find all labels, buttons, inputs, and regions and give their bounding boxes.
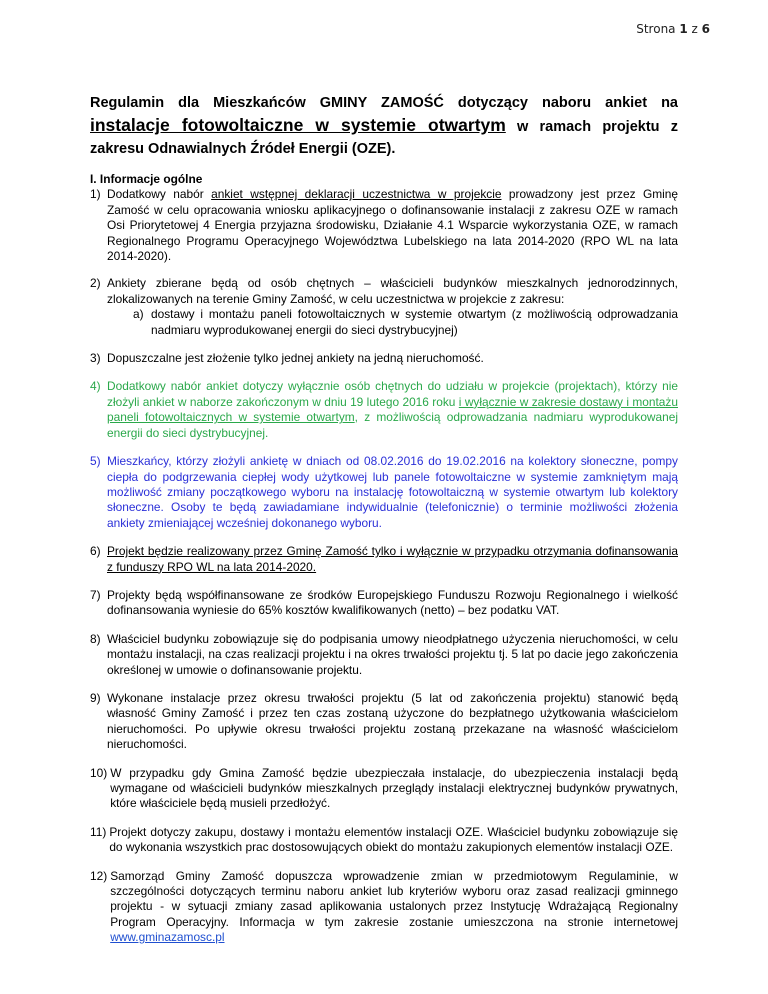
list-item-2: 2) Ankiety zbierane będą od osób chętnych – właścicieli budynków mieszkalnych jednorodzinnych, zlokalizowanych na terenie Gminy Zamość, w celu uczestnictwa w projekcie z zakresu: a) dostawy i montażu paneli fotowoltaicznych w systemie otwartym (z możliwością odprowadzania nadmiaru wyprodukowanej energii do sieci dystrybucyjnej) xyxy=(90,276,678,337)
list-item-3: 3) Dopuszczalne jest złożenie tylko jednej ankiety na jedną nieruchomość. xyxy=(90,351,484,366)
list-item-11: 11) Projekt dotyczy zakupu, dostawy i montażu elementów instalacji OZE. Właściciel budynku zobowiązuje się do wykonania wszystkich prac dostosowujących obiekt do montażu zakupionych elementów instalacji OZE. xyxy=(90,824,678,855)
section-heading: I. Informacje ogólne xyxy=(90,172,203,186)
page-number: Strona 1 z 6 xyxy=(636,22,710,36)
list-item-10: 10) W przypadku gdy Gmina Zamość będzie ubezpieczała instalacje, do ubezpieczenia instalacji będą wymagane od właścicieli budynków mieszkalnych przeglądy instalacji elektrycznej budynków prywatnych, które właściciele będą musieli przedłożyć. xyxy=(90,765,678,811)
list-item-5: 5) Mieszkańcy, którzy złożyli ankietę w dniach od 08.02.2016 do 19.02.2016 na kolektory słoneczne, pompy ciepła do podgrzewania ciepłej wody użytkowej lub panele fotowoltaiczne w systemie zamkniętym mają możliwość zmiany początkowego wyboru na instalację fotowoltaiczną w systemie otwartym lub kolektory słoneczne. Osoby te będą zawiadamiane indywidualnie (telefonicznie) o terminie możliwości złożenia ankiety zmieniającej wcześniej dokonanego wyboru. xyxy=(90,454,678,530)
list-item-8: 8) Właściciel budynku zobowiązuje się do podpisania umowy nieodpłatnego użyczenia nieruchomości, w celu montażu instalacji, na czas realizacji projektu i na okres trwałości projektu tj. 5 lat po dacie jego zakończenia określonej w umowie o dofinansowanie projektu. xyxy=(90,631,678,677)
list-item-6: 6) Projekt będzie realizowany przez Gminę Zamość tylko i wyłącznie w przypadku otrzymania dofinansowania z funduszy RPO WL na lata 2014-2020. xyxy=(90,544,678,574)
title-emphasis: instalacje fotowoltaiczne w systemie otwartym xyxy=(90,115,506,135)
website-link[interactable]: www.gminazamosc.pl xyxy=(110,930,225,945)
document-body xyxy=(90,172,678,959)
list-item-7: 7) Projekty będą współfinansowane ze środków Europejskiego Funduszu Rozwoju Regionalnego i wielkość dofinansowania wyniesie do 65% kosztów kwalifikowanych (netto) – bez podatku VAT. xyxy=(90,587,678,618)
list-item-12: 12) Samorząd Gminy Zamość dopuszcza wprowadzenie zmian w przedmiotowym Regulaminie, w szczególności dotyczących terminu naboru ankiet lub kryteriów wyboru oraz zasad realizacji gminnego projektu - w sytuacji zmiany zasad aplikowania ustalonych przez Instytucję Wdrażającą Regionalny Program Operacyjny. Informacja w tym zakresie zostanie umieszczona na stronie internetowej www.gminazamosc.pl xyxy=(90,868,678,945)
sub-item-a: a) dostawy i montażu paneli fotowoltaicznych w systemie otwartym (z możliwością odprowadzania nadmiaru wyprodukowanej energii do sieci dystrybucyjnej) xyxy=(133,307,678,337)
list-item-1: 1) Dodatkowy nabór ankiet wstępnej deklaracji uczestnictwa w projekcie prowadzony jest przez Gminę Zamość w celu opracowania wniosku aplikacyjnego o dofinansowanie instalacji z zakresu OZE w ramach Osi Priorytetowej 4 Energia przyjazna środowisku, Działanie 4.1 Wsparcie wykorzystania OZE, w ramach Regionalnego Programu Operacyjnego Województwa Lubelskiego na lata 2014-2020 (RPO WL na lata 2014-2020). xyxy=(90,187,678,264)
list-item-4: 4) Dodatkowy nabór ankiet dotyczy wyłącznie osób chętnych do udziału w projekcie (projektach), którzy nie złożyli ankiet w naborze zakończonym w dniu 19 lutego 2016 roku i wyłącznie w zakresie dostawy i montażu paneli fotowoltaicznych w systemie otwartym, z możliwością odprowadzania nadmiaru wyprodukowanej energii do sieci dystrybucyjnej. xyxy=(90,379,679,440)
list-item-9: 9) Wykonane instalacje przez okresu trwałości projektu (5 lat od zakończenia projektu) stanowić będą własność Gminy Zamość i przez ten czas zostaną użyczone do bezpłatnego użytkowania właścicielom nieruchomości. Po upływie okresu trwałości projektu zostaną przekazane na własność właścicielom nieruchomości. xyxy=(90,690,678,752)
document-title: Regulamin dla Mieszkańców GMINY ZAMOŚĆ dotyczący naboru ankiet na instalacje fotowoltaiczne w systemie otwartym w ramach projektu z zakresu Odnawialnych Źródeł Energii (OZE). xyxy=(90,95,678,157)
